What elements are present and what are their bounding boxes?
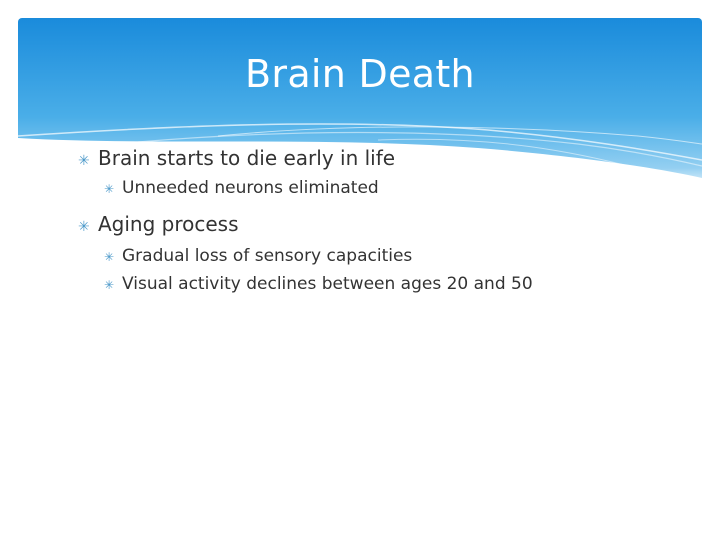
asterisk-bullet-icon: ✳ [104, 182, 115, 196]
sub-bullet-item [104, 178, 678, 198]
bullet-item [78, 212, 678, 236]
slide-title: Brain Death [245, 52, 475, 96]
asterisk-bullet-icon: ✳ [104, 278, 115, 292]
asterisk-bullet-icon: ✳ [78, 153, 90, 169]
bullet-item [78, 146, 678, 170]
bullet-text: Brain starts to die early in life [98, 146, 396, 170]
asterisk-bullet-icon: ✳ [104, 250, 115, 264]
bullet-list [78, 146, 678, 294]
sub-bullet-text: Visual activity declines between ages 20 and 50 [122, 274, 533, 294]
bullet-text: Aging process [98, 212, 239, 236]
sub-bullet-text: Gradual loss of sensory capacities [122, 246, 413, 266]
asterisk-bullet-icon: ✳ [78, 219, 90, 235]
sub-bullet-item [104, 246, 678, 266]
sub-bullet-item [104, 274, 678, 294]
sub-bullet-text: Unneeded neurons eliminated [122, 178, 379, 198]
